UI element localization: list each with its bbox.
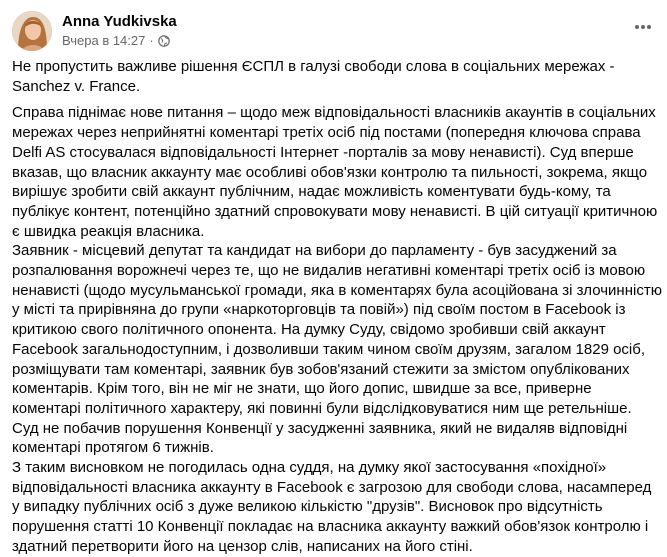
more-horizontal-icon[interactable] [631, 15, 655, 39]
post-paragraph: Справа піднімає нове питання – щодо меж відповідальності власників акаунтів в соціальних мережах через неприйнятні коментарі третіх осіб під постами (попередня ключова справа Delfi AS стосувалася відповідальності Інтернет -порталів за мову ненависті). Суд вперше вказав, що власник аккаунту має особливі обов'язки контролю та пильності, зокрема, якщо вирішує зробити свій аккаунт публічним, надає можливість коментувати будь-кому, та публікує контент, потенційно здатний спровокувати мову ненависті. В цій ситуації критичною є швидка реакція власника. [12, 104, 658, 240]
post-timestamp[interactable]: Вчера в 14:27 [62, 33, 146, 48]
post-body [12, 57, 662, 557]
avatar[interactable] [12, 11, 52, 51]
post-header [12, 9, 655, 53]
post-paragraph: Не пропустить важливе рішення ЄСПЛ в галузі свободи слова в соціальних мережах - Sanchez v. France. [12, 58, 615, 95]
post-meta [62, 33, 170, 48]
avatar-image [12, 11, 52, 51]
globe-icon[interactable] [158, 35, 170, 47]
author-name[interactable]: Anna Yudkivska [62, 13, 177, 30]
post-paragraph: З таким висновком не погодилась одна суддя, на думку якої застосування «похідної» відповідальності власника аккаунту в Facebook є загрозою для свободи слова, насамперед у випадку публічних осіб з дуже великою кількістю "друзів". Висновок про відсутність порушення статті 10 Конвенції покладає на власника аккаунту важкий обов'язок контролю і здатний перетворити його на цензор слів, написаних на його стіні. [12, 459, 652, 555]
meta-separator: · [149, 33, 154, 48]
post-paragraph: Заявник - місцевий депутат та кандидат на вибори до парламенту - був засуджений за розпалювання ворожнечі через те, що не видалив негативні коментарі третіх осіб із мовою ненависті (щодо мусульманської громади, яка в коментарях була асоційована зі злочинністю у місті та прирівняна до групи «наркоторговців та повій») під своїм постом в Facebook із критикою свого політичного опонента. На думку Суду, свідомо зробивши свій аккаунт Facebook загальнодоступним, і дозволивши таким чином своїм друзям, загалом 1829 осіб, розміщувати там коментарі, заявник був зобов'язаний стежити за змістом опублікованих коментарів. Крім того, він не міг не знати, що його допис, швидше за все, приверне коментарі політичного характеру, які повинні були відслідковуватися ним ще ретельніше. Суд не побачив порушення Конвенції у засудженні заявника, який не видаляв відповідні коментарі протягом 6 тижнів. [12, 242, 662, 457]
